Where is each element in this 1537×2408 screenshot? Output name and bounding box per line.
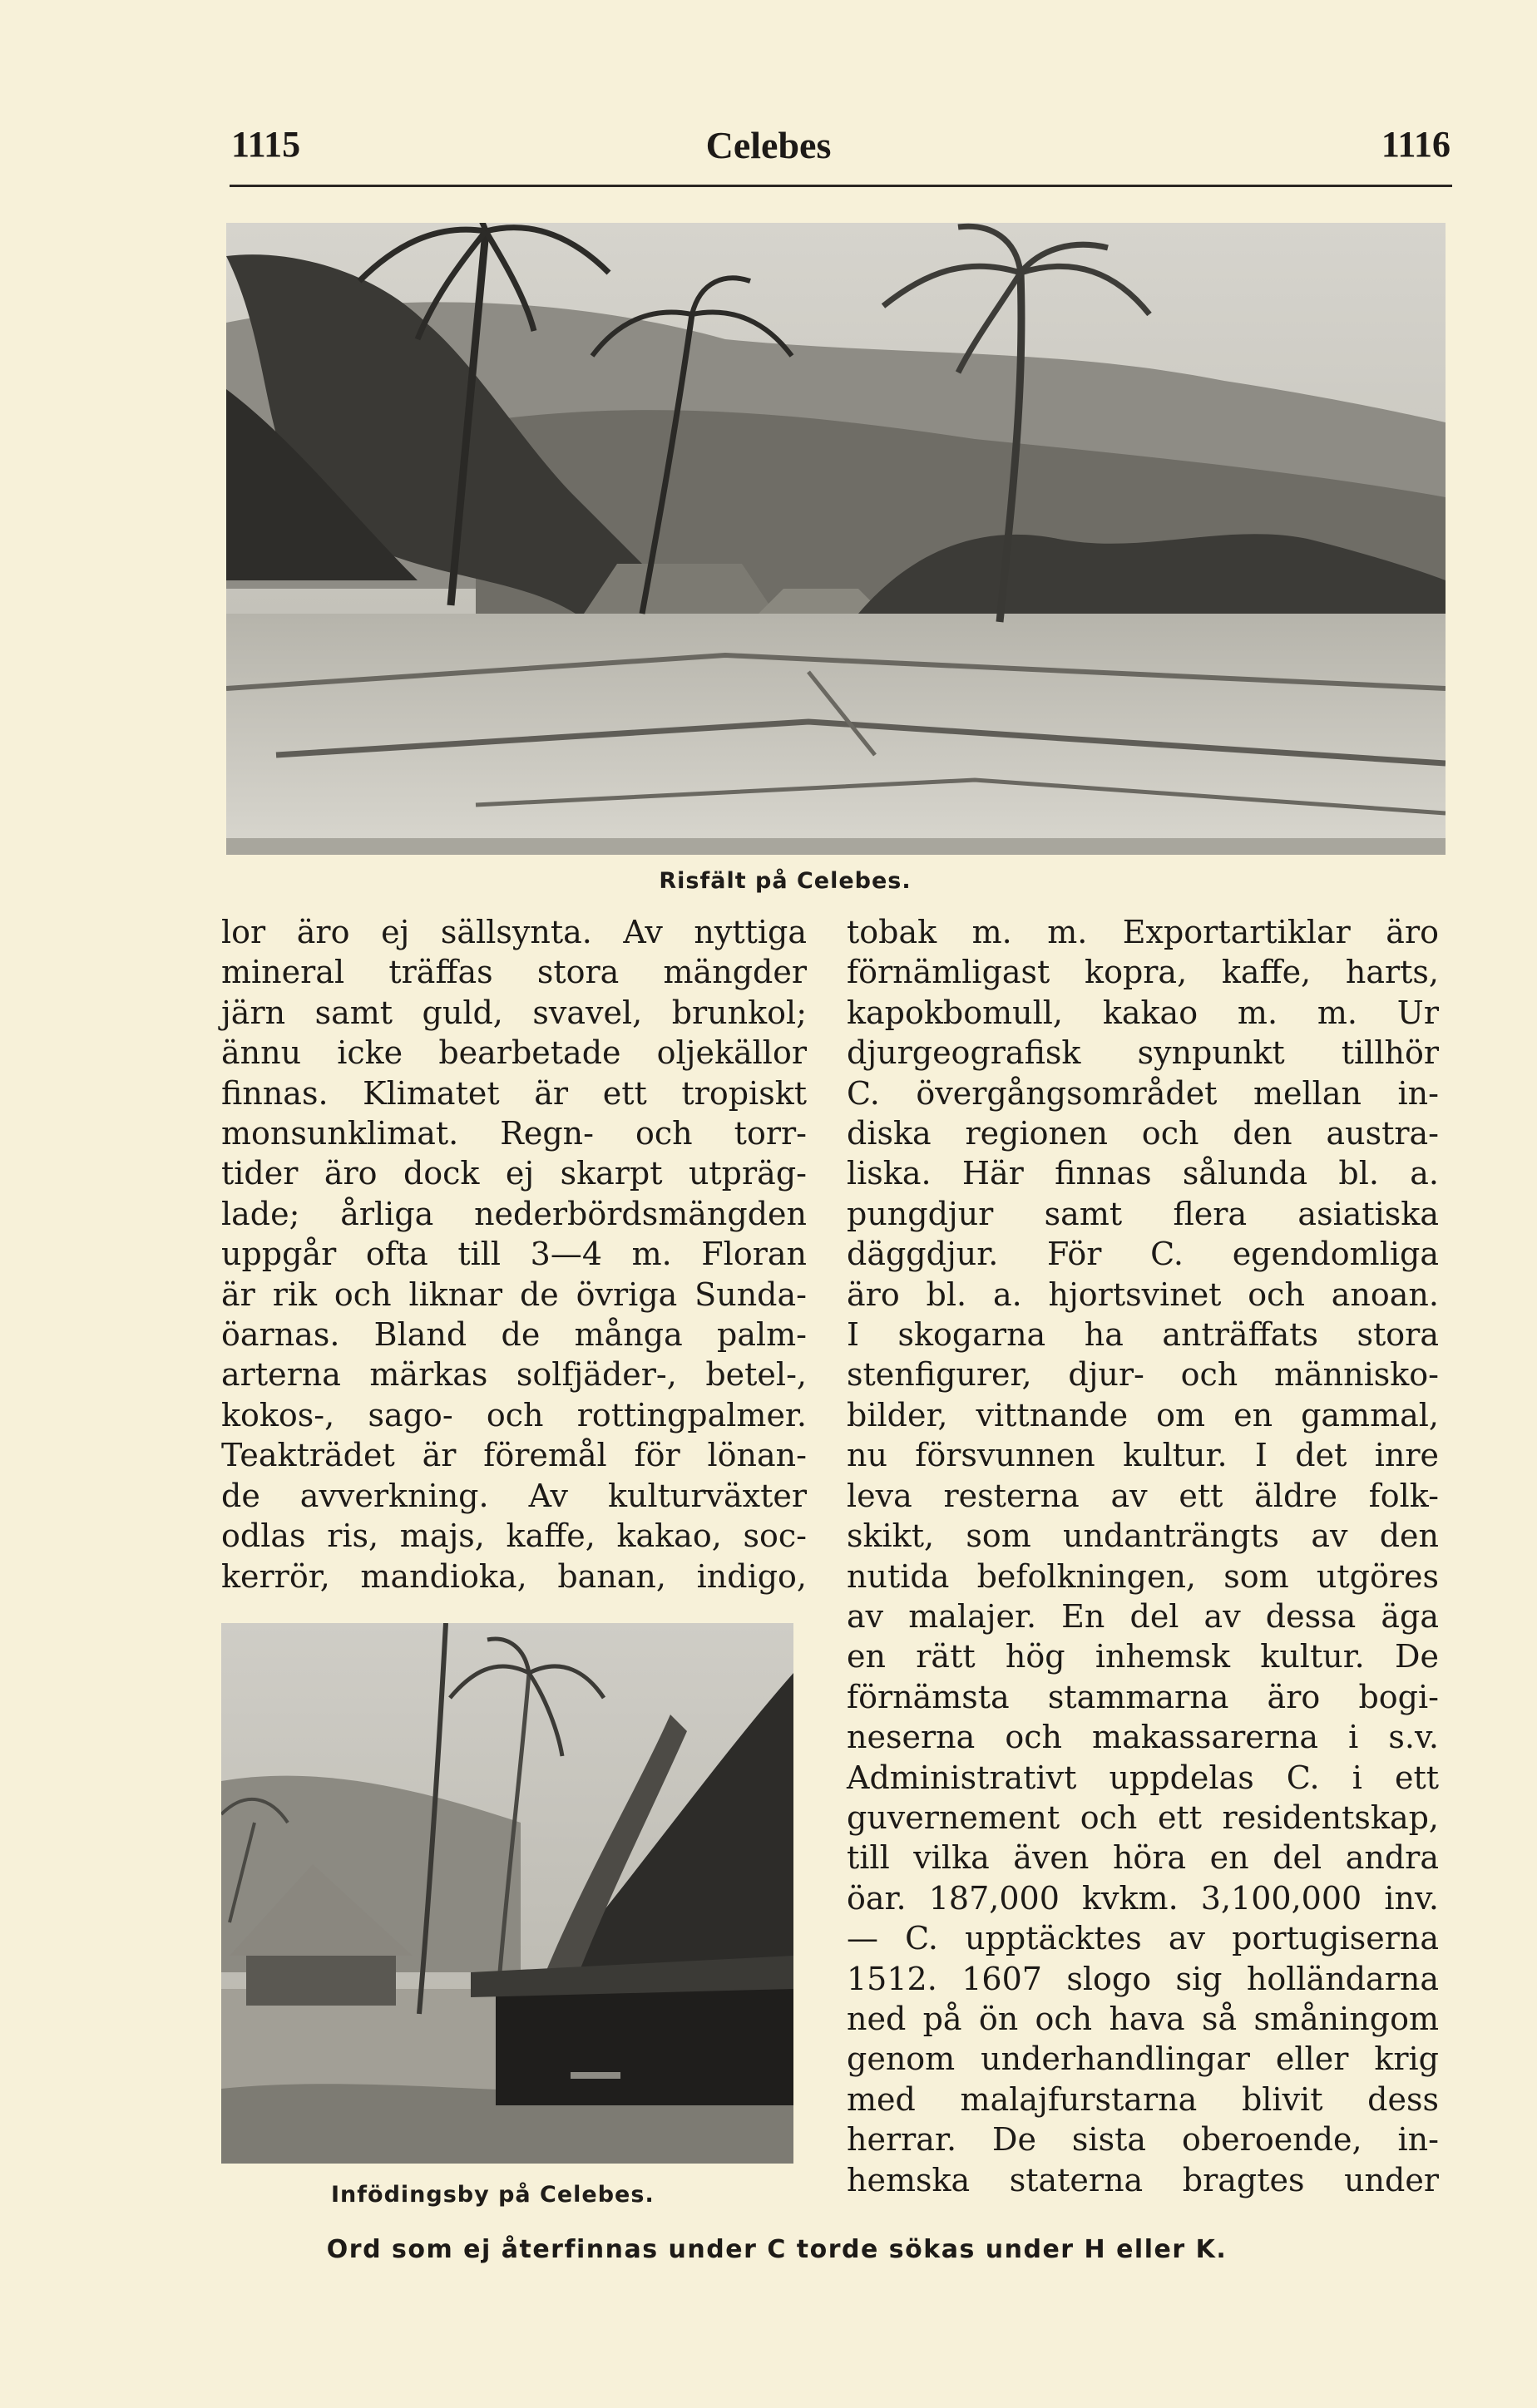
text-line: kerrör, mandioka, banan, indigo, <box>221 1557 807 1595</box>
text-line: pungdjur samt flera asiatiska <box>847 1195 1439 1232</box>
text-line: av malajer. En del av dessa äga <box>847 1597 1439 1635</box>
text-line: äro bl. a. hjortsvinet och anoan. <box>847 1276 1439 1313</box>
text-line: ännu icke bearbetade oljekällor <box>221 1034 807 1072</box>
left-text-column <box>221 912 807 1596</box>
header-rule <box>230 185 1452 187</box>
text-line: tider äro dock ej skarpt utpräg- <box>221 1155 807 1192</box>
text-line: de avverkning. Av kulturväxter <box>221 1477 807 1514</box>
text-line: djurgeografisk synpunkt tillhör <box>847 1034 1439 1072</box>
page-number-left: 1115 <box>231 124 301 165</box>
text-line: herrar. De sista oberoende, in- <box>847 2121 1439 2159</box>
text-line: genom underhandlingar eller krig <box>847 2040 1439 2078</box>
page-footer-note: Ord som ej återfinnas under C torde sökas under H eller K. <box>326 2235 1228 2264</box>
text-line: uppgår ofta till 3—4 m. Floran <box>221 1236 807 1273</box>
text-line: tobak m. m. Exportartiklar äro <box>847 914 1439 950</box>
text-line: med malajfurstarna blivit dess <box>847 2080 1439 2118</box>
text-line: nu försvunnen kultur. I det inre <box>847 1437 1439 1474</box>
text-line: lade; årliga nederbördsmängden <box>221 1195 807 1232</box>
text-line: bilder, vittnande om en gammal, <box>847 1396 1439 1433</box>
native-village-photo <box>221 1623 793 2164</box>
text-line: förnämsta stammarna äro bogi- <box>847 1678 1439 1715</box>
text-line: diska regionen och den austra- <box>847 1115 1439 1152</box>
text-line: mineral träffas stora mängder <box>221 954 807 991</box>
text-line: 1512. 1607 slogo sig holländarna <box>847 1960 1439 1997</box>
text-line: hemska staterna bragtes under <box>847 2161 1439 2198</box>
text-line: öarnas. Bland de många palm- <box>221 1316 807 1354</box>
text-line: kapokbomull, kakao m. m. Ur <box>847 994 1439 1031</box>
text-line: Administrativt uppdelas C. i ett <box>847 1759 1439 1796</box>
text-line: skikt, som undanträngts av den <box>847 1517 1439 1555</box>
text-line: förnämligast kopra, kaffe, harts, <box>847 954 1439 991</box>
text-line: däggdjur. För C. egendomliga <box>847 1236 1439 1273</box>
text-line: en rätt hög inhemsk kultur. De <box>847 1638 1439 1675</box>
text-line: liska. Här finnas sålunda bl. a. <box>847 1155 1439 1192</box>
bottom-photo-caption: Infödingsby på Celebes. <box>331 2182 655 2208</box>
text-line: kokos-, sago- och rottingpalmer. <box>221 1396 807 1433</box>
text-line: neserna och makassarerna i s.v. <box>847 1719 1439 1756</box>
text-line: till vilka även höra en del andra <box>847 1839 1439 1877</box>
rice-field-photo <box>226 223 1446 855</box>
top-photo-caption: Risfält på Celebes. <box>659 868 912 894</box>
text-line: — C. upptäcktes av portugiserna <box>847 1920 1439 1957</box>
text-line: öar. 187,000 kvkm. 3,100,000 inv. <box>847 1879 1439 1917</box>
text-line: monsunklimat. Regn- och torr- <box>221 1115 807 1152</box>
text-line: leva resterna av ett äldre folk- <box>847 1477 1439 1514</box>
text-line: finnas. Klimatet är ett tropiskt <box>221 1074 807 1112</box>
running-title: Celebes <box>705 124 832 166</box>
text-line: Teakträdet är föremål för lönan- <box>221 1437 807 1474</box>
text-line: nutida befolkningen, som utgöres <box>847 1557 1439 1595</box>
text-line: järn samt guld, svavel, brunkol; <box>221 994 807 1031</box>
text-line: är rik och liknar de övriga Sunda- <box>221 1276 807 1313</box>
right-text-column <box>847 912 1439 2200</box>
text-line: ned på ön och hava så småningom <box>847 2000 1439 2037</box>
text-line: C. övergångsområdet mellan in- <box>847 1074 1439 1112</box>
text-line: arterna märkas solfjäder-, betel-, <box>221 1356 807 1394</box>
text-line: stenfigurer, djur- och människo- <box>847 1356 1439 1394</box>
text-line: I skogarna ha anträffats stora <box>847 1316 1439 1354</box>
text-line: lor äro ej sällsynta. Av nyttiga <box>221 914 807 950</box>
text-line: guvernement och ett residentskap, <box>847 1799 1439 1836</box>
page-number-right: 1116 <box>1381 124 1451 165</box>
text-line: odlas ris, majs, kaffe, kakao, soc- <box>221 1517 807 1555</box>
